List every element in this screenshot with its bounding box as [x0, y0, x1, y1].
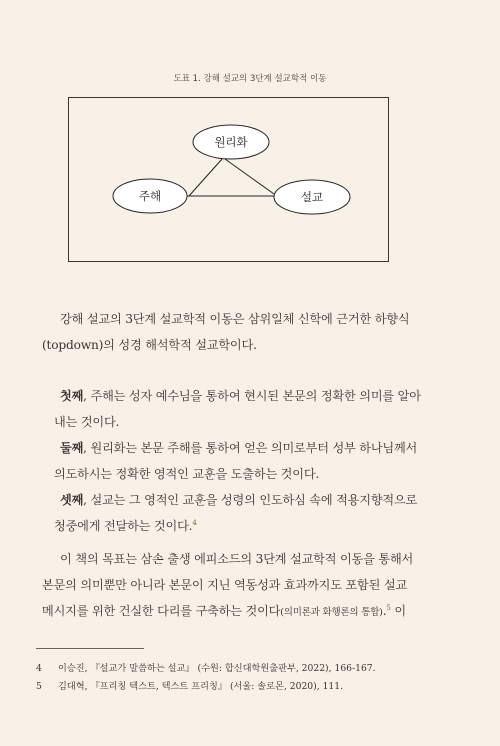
step-first-label: 첫째: [60, 389, 84, 403]
footnote-divider: [36, 648, 144, 649]
node-right-label: 설교: [300, 190, 324, 204]
connector-top-right: [225, 159, 274, 194]
node-left: [113, 179, 187, 213]
diagram-frame: [68, 97, 389, 262]
footnote-ref-5[interactable]: 5: [386, 603, 391, 612]
step-third-label: 셋째: [60, 493, 84, 507]
step-third-text: , 설교는 그 영적인 교훈을 성령의 인도하심 속에 적용지향적으로: [83, 493, 418, 507]
figure-caption: 도표 1. 강해 설교의 3단계 설교학적 이동: [173, 74, 327, 84]
closing-line-3-period: .: [382, 604, 387, 618]
closing-line-3-main: 메시지를 위한 건실한 다리를 구축하는 것이다: [42, 604, 281, 618]
footnote-5: [36, 678, 343, 692]
step-first-line-2: 내는 것이다.: [54, 415, 120, 429]
node-top: [193, 125, 269, 159]
triangle-connectors: [181, 159, 275, 196]
step-second-text: , 원리화는 본문 주해를 통하여 얻은 의미로부터 성부 하나님께서: [83, 441, 418, 455]
closing-line-3: [42, 598, 462, 626]
closing-line-3-aside: (의미론과 화행론의 통합): [280, 607, 383, 618]
node-left-label: 주해: [138, 189, 162, 203]
node-right: [274, 180, 350, 214]
closing-line-1: 이 책의 목표는 삼손 출생 에피소드의 3단계 설교학적 이동을 통해서: [60, 552, 414, 566]
node-top-label: 원리화: [214, 135, 248, 149]
step-first-line-1: [42, 383, 462, 409]
footnote-ref-4[interactable]: 4: [192, 518, 197, 527]
step-second-line-1: [42, 435, 462, 461]
footnote-5-text: 김대혁, 『프리칭 텍스트, 텍스트 프리칭』 (서울: 솔로몬, 2020), 111.: [58, 681, 344, 692]
closing-line-3-tail: 이: [390, 604, 406, 618]
step-third-line-1: [42, 487, 462, 513]
intro-line-1: 강해 설교의 3단계 설교학적 이동은 삼위일체 신학에 근거한 하향식: [60, 312, 410, 326]
closing-line-2: 본문의 의미뿐만 아니라 본문이 지닌 역동성과 효과까지도 포함된 설교: [42, 578, 408, 592]
step-third-text-2: 청중에게 전달하는 것이다.: [54, 519, 193, 533]
connector-top-left: [189, 159, 222, 196]
step-third-line-2: [42, 513, 462, 539]
footnote-4: [36, 660, 376, 674]
intro-line-2: (topdown)의 성경 해석학적 설교학이다.: [42, 338, 257, 352]
step-second-label: 둘째: [60, 441, 84, 455]
homiletic-triangle-diagram: [69, 98, 390, 263]
footnote-4-text: 이승진, 『설교가 말씀하는 설교』 (수원: 합신대학원출판부, 2022), 166-167.: [58, 663, 376, 674]
closing-paragraph: [42, 546, 462, 626]
footnote-5-number: 5: [36, 681, 42, 692]
steps-list: [42, 383, 462, 539]
footnote-4-number: 4: [36, 663, 42, 674]
step-second-line-2: 의도하시는 정확한 영적인 교훈을 도출하는 것이다.: [54, 467, 320, 481]
step-first-text: , 주해는 성자 예수님을 통하여 현시된 본문의 정확한 의미를 알아: [83, 389, 421, 403]
intro-paragraph: [42, 306, 462, 358]
